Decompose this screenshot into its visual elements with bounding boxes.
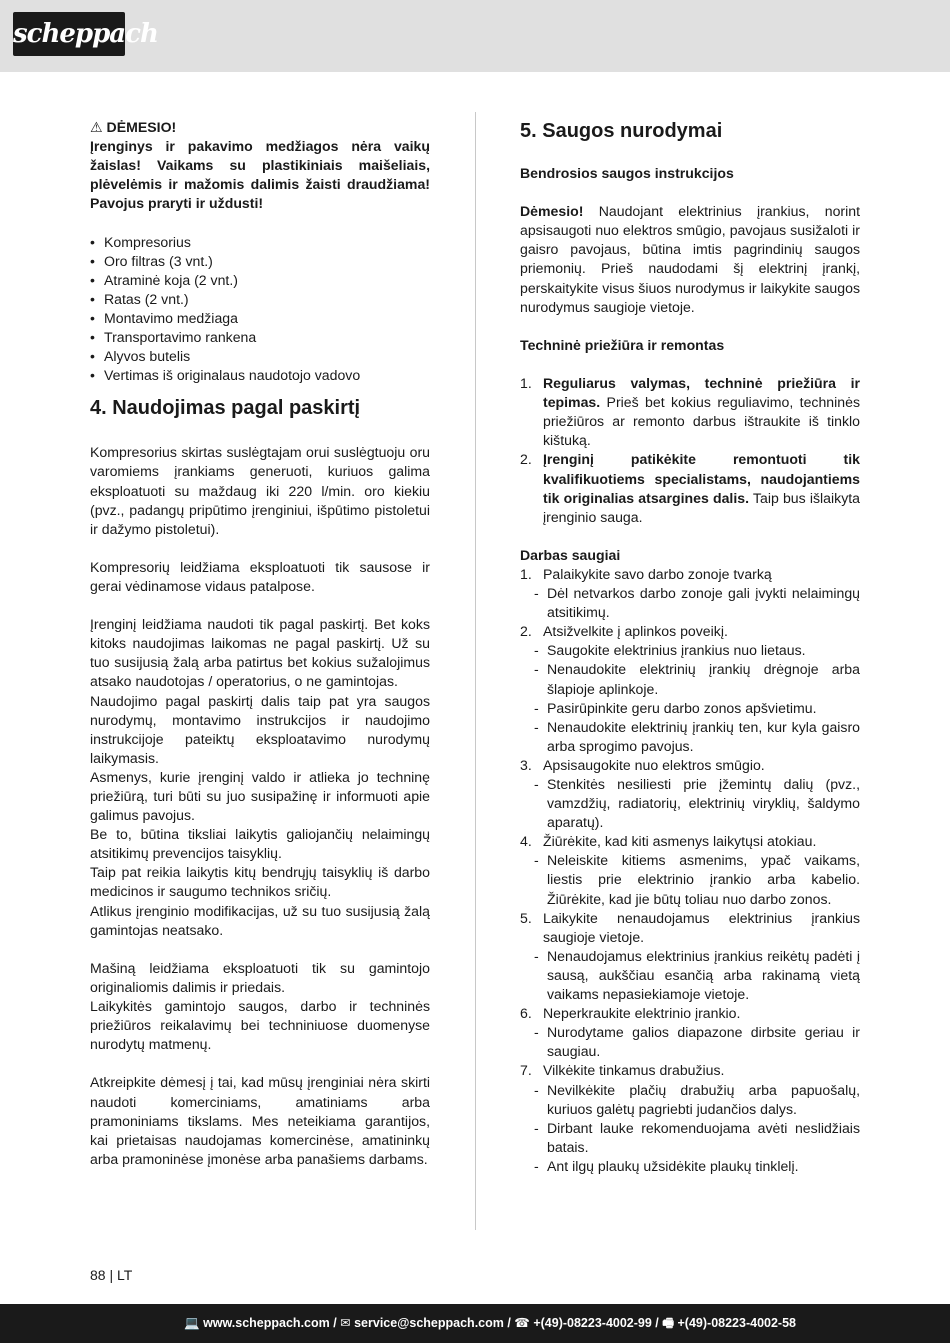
sub-item-text: Dirbant lauke rekomenduojama avėti neslidžiais batais. bbox=[547, 1119, 860, 1155]
work-safely-list bbox=[520, 565, 860, 1176]
item-text: Apsisaugokite nuo elektros smūgio. bbox=[543, 756, 765, 773]
paragraph: Įrenginį leidžiama naudoti tik pagal paskirtį. Bet koks kitoks naudojimas laikomas ne pagal paskirtį. Už su tuo susijusią žalą arba patirtus bet kokius sužalojimus atsako naudotojas / operatorius, o ne gamintojas. bbox=[90, 616, 430, 690]
item-text: Palaikykite savo darbo zonoje tvarką bbox=[543, 565, 772, 582]
sub-list-item bbox=[520, 1157, 860, 1176]
sub-item-text: Ant ilgų plaukų užsidėkite plaukų tinklelį. bbox=[547, 1157, 799, 1174]
sub-item-text: Nenaudokite elektrinių įrankių drėgnoje arba šlapioje aplinkoje. bbox=[547, 661, 860, 697]
paragraph: Taip pat reikia laikytis kitų bendrųjų taisyklių iš darbo medicinos ir saugumo technikos sričių. bbox=[90, 864, 430, 900]
dash-marker: - bbox=[534, 1157, 539, 1174]
list-item bbox=[520, 832, 860, 908]
item-text: Žiūrėkite, kad kiti asmenys laikytųsi atokiau. bbox=[543, 833, 817, 850]
item-text: Atsižvelkite į aplinkos poveikį. bbox=[543, 623, 728, 640]
sub-list-item bbox=[520, 1023, 860, 1061]
paragraph: Be to, būtina tiksliai laikytis galiojančių nelaimingų atsitikimų prevencijos taisyklių. bbox=[90, 826, 430, 862]
list-item bbox=[520, 909, 860, 1004]
sub-list-item bbox=[520, 699, 860, 718]
paragraph: Asmenys, kurie įrenginį valdo ir atlieka jo techninę priežiūrą, turi būti su juo susipažinę ir informuoti apie galimus pavojus. bbox=[90, 768, 430, 824]
list-item: • Montavimo medžiaga bbox=[90, 309, 430, 328]
sub-list-item bbox=[520, 1081, 860, 1119]
paragraph: Naudojimo pagal paskirtį dalis taip pat yra saugos nurodymų, montavimo instrukcijos ir naudojimo instrukcijoje pateiktų eksploatavimo nurodymų laikymasis. bbox=[90, 692, 430, 766]
column-divider bbox=[475, 112, 476, 1230]
sub-list-item bbox=[520, 1119, 860, 1157]
sub-list bbox=[520, 1023, 860, 1061]
paragraph: Atkreipkite dėmesį į tai, kad mūsų įrenginiai nėra skirti naudoti komerciniams, amatiniams arba pramoniniams tikslams. Mes neteikiama garantijos, kai prietaisas naudojamas komercinėse, amatininkų arba pramoninėse įmonėse arba panašiems darbams. bbox=[90, 1074, 430, 1167]
item-number: 5. bbox=[520, 909, 532, 926]
paragraph: Atlikus įrenginio modifikacijas, už su tuo susijusią žalą gamintojas neatsako. bbox=[90, 902, 430, 938]
general-safety-heading: Bendrosios saugos instrukcijos bbox=[520, 165, 734, 181]
left-column bbox=[90, 118, 430, 1169]
attention-label: Dėmesio! bbox=[520, 203, 584, 220]
sub-list bbox=[520, 851, 860, 908]
sub-item-text: Neleiskite kitiems asmenims, ypač vaikams, liestis prie elektrinio įrankio arba kabelio. Žiūrėkite, kad jie būtų toliau nuo darbo zonos. bbox=[547, 852, 860, 907]
list-item: • Vertimas iš originalaus naudotojo vadovo bbox=[90, 366, 430, 385]
sub-list-item bbox=[520, 641, 860, 660]
item-number: 2. bbox=[520, 451, 532, 468]
item-text: Vilkėkite tinkamus drabužius. bbox=[543, 1062, 725, 1079]
dash-marker: - bbox=[534, 661, 539, 678]
item-number: 1. bbox=[520, 375, 532, 392]
list-item bbox=[520, 756, 860, 832]
dash-marker: - bbox=[534, 1081, 539, 1098]
item-text: Taip bus išlaikyta įrenginio sauga. bbox=[543, 489, 860, 525]
paragraph: Mašiną leidžiama eksploatuoti tik su gamintojo originaliomis dalimis ir priedais. bbox=[90, 959, 430, 995]
item-bold-text: Reguliarus valymas, techninė priežiūra ir tepimas. bbox=[543, 375, 860, 411]
list-item bbox=[520, 622, 860, 756]
list-item bbox=[520, 1004, 860, 1061]
sub-list-item bbox=[520, 718, 860, 756]
list-item bbox=[520, 450, 860, 526]
sub-item-text: Stenkitės nesiliesti prie įžemintų dalių (pvz., vamzdžių, radiatorių, elektrinių viryklių, šaldymo aparatų). bbox=[547, 776, 860, 831]
item-bold-text: Įrenginį patikėkite remontuoti tik kvalifikuotiems specialistams, naudojantiems tik originalias atsargines dalis. bbox=[543, 451, 860, 506]
sub-list bbox=[520, 1081, 860, 1176]
item-number: 2. bbox=[520, 623, 532, 640]
item-number: 6. bbox=[520, 1005, 532, 1022]
right-column bbox=[520, 118, 860, 1176]
header-bar bbox=[0, 0, 950, 72]
sub-list-item bbox=[520, 851, 860, 908]
sub-list bbox=[520, 775, 860, 832]
sub-item-text: Pasirūpinkite geru darbo zonos apšvietimu. bbox=[547, 699, 817, 716]
item-number: 3. bbox=[520, 756, 532, 773]
list-item: • Alyvos butelis bbox=[90, 347, 430, 366]
maintenance-heading: Techninė priežiūra ir remontas bbox=[520, 336, 725, 353]
work-safely-heading: Darbas saugiai bbox=[520, 546, 621, 563]
delivery-contents-list bbox=[90, 233, 430, 386]
list-item bbox=[520, 565, 860, 622]
list-item bbox=[520, 374, 860, 450]
item-number: 1. bbox=[520, 565, 532, 582]
paragraph: Laikykitės gamintojo saugos, darbo ir techninės priežiūros reikalavimų bei techniniuose duomenyse nurodytų matmenų. bbox=[90, 998, 430, 1053]
sub-list bbox=[520, 947, 860, 1004]
list-item: • Oro filtras (3 vnt.) bbox=[90, 252, 430, 271]
sub-item-text: Dėl netvarkos darbo zonoje gali įvykti nelaimingų atsitikimų. bbox=[547, 585, 860, 621]
dash-marker: - bbox=[534, 1024, 539, 1041]
item-number: 7. bbox=[520, 1062, 532, 1079]
dash-marker: - bbox=[534, 642, 539, 659]
list-item bbox=[520, 1061, 860, 1176]
brand-logo: scheppach bbox=[13, 12, 125, 56]
maintenance-list bbox=[520, 374, 860, 527]
sub-list-item bbox=[520, 775, 860, 832]
list-item: • Ratas (2 vnt.) bbox=[90, 290, 430, 309]
item-text: Laikykite nenaudojamus elektrinius įrankius saugioje vietoje. bbox=[543, 909, 860, 945]
item-number: 4. bbox=[520, 833, 532, 850]
dash-marker: - bbox=[534, 1119, 539, 1136]
item-text: Prieš bet kokius reguliavimo, techninės priežiūros ar remonto darbus ištraukite iš tinklo kištuką. bbox=[543, 394, 860, 449]
section-5-title: 5. Saugos nurodymai bbox=[520, 120, 723, 142]
page-number: 88 | LT bbox=[90, 1267, 133, 1283]
item-text: Neperkraukite elektrinio įrankio. bbox=[543, 1005, 741, 1022]
warning-title: ⚠ DĖMESIO! bbox=[90, 119, 177, 135]
dash-marker: - bbox=[534, 776, 539, 792]
paragraph: Kompresorių leidžiama eksploatuoti tik sausose ir gerai vėdinamose vidaus patalpose. bbox=[90, 558, 430, 594]
dash-marker: - bbox=[534, 699, 539, 716]
attention-text: Naudojant elektrinius įrankius, norint apsisaugoti nuo elektros smūgio, pavojaus susižaloti ir gaisro pavojaus, būtina imtis pagrindinių saugos priemonių. Prieš naudodami šį elektrinį įrankį, perskaitykite visus šiuos nurodymus ir laikykite saugos nurodymus saugioje vietoje. bbox=[520, 203, 860, 315]
sub-list bbox=[520, 641, 860, 756]
warning-text: Įrenginys ir pakavimo medžiagos nėra vaikų žaislas! Vaikams su plastikiniais maišeliais, plėvelėmis ir mažomis dalimis žaisti draudžiama! Pavojus praryti ir uždusti! bbox=[90, 138, 430, 212]
sub-item-text: Nurodytame galios diapazone dirbsite geriau ir saugiau. bbox=[547, 1024, 860, 1060]
sub-list-item bbox=[520, 947, 860, 1004]
dash-marker: - bbox=[534, 852, 539, 869]
list-item: • Transportavimo rankena bbox=[90, 328, 430, 347]
sub-list-item bbox=[520, 584, 860, 622]
paragraph: Kompresorius skirtas suslėgtajam orui suslėgtuoju oru varomiems įrankiams generuoti, kuriuos galima eksploatuoti su maždaug iki 220 l/min. oro kiekiu (pvz., padangų pripūtimo įrenginiui, išpūtimo pistoletui ir dažymo pistoletui). bbox=[90, 444, 430, 537]
dash-marker: - bbox=[534, 585, 539, 602]
sub-item-text: Nenaudojamus elektrinius įrankius reikėtų padėti į sausą, aukščiau esančią arba rakinamą vietą vaikams nepasiekiamoje vietoje. bbox=[547, 947, 860, 1003]
sub-item-text: Nenaudokite elektrinių įrankių ten, kur kyla gaisro arba sprogimo pavojus. bbox=[547, 718, 860, 754]
sub-list bbox=[520, 584, 860, 622]
dash-marker: - bbox=[534, 947, 539, 964]
list-item: • Kompresorius bbox=[90, 233, 430, 252]
dash-marker: - bbox=[534, 718, 539, 735]
sub-item-text: Saugokite elektrinius įrankius nuo lietaus. bbox=[547, 642, 806, 659]
list-item: • Atraminė koja (2 vnt.) bbox=[90, 271, 430, 290]
attention-paragraph bbox=[520, 202, 860, 317]
section-4-title: 4. Naudojimas pagal paskirtį bbox=[90, 397, 361, 420]
sub-list-item bbox=[520, 660, 860, 698]
contact-bar: 💻 www.scheppach.com / ✉ service@scheppach.com / ☎ +(49)-08223-4002-99 / 🖷 +(49)-08223-4002-58 bbox=[0, 1304, 950, 1343]
sub-item-text: Nevilkėkite plačių drabužių arba papuošalų, kuriuos galėtų pagriebti judančios dalys. bbox=[547, 1081, 860, 1117]
